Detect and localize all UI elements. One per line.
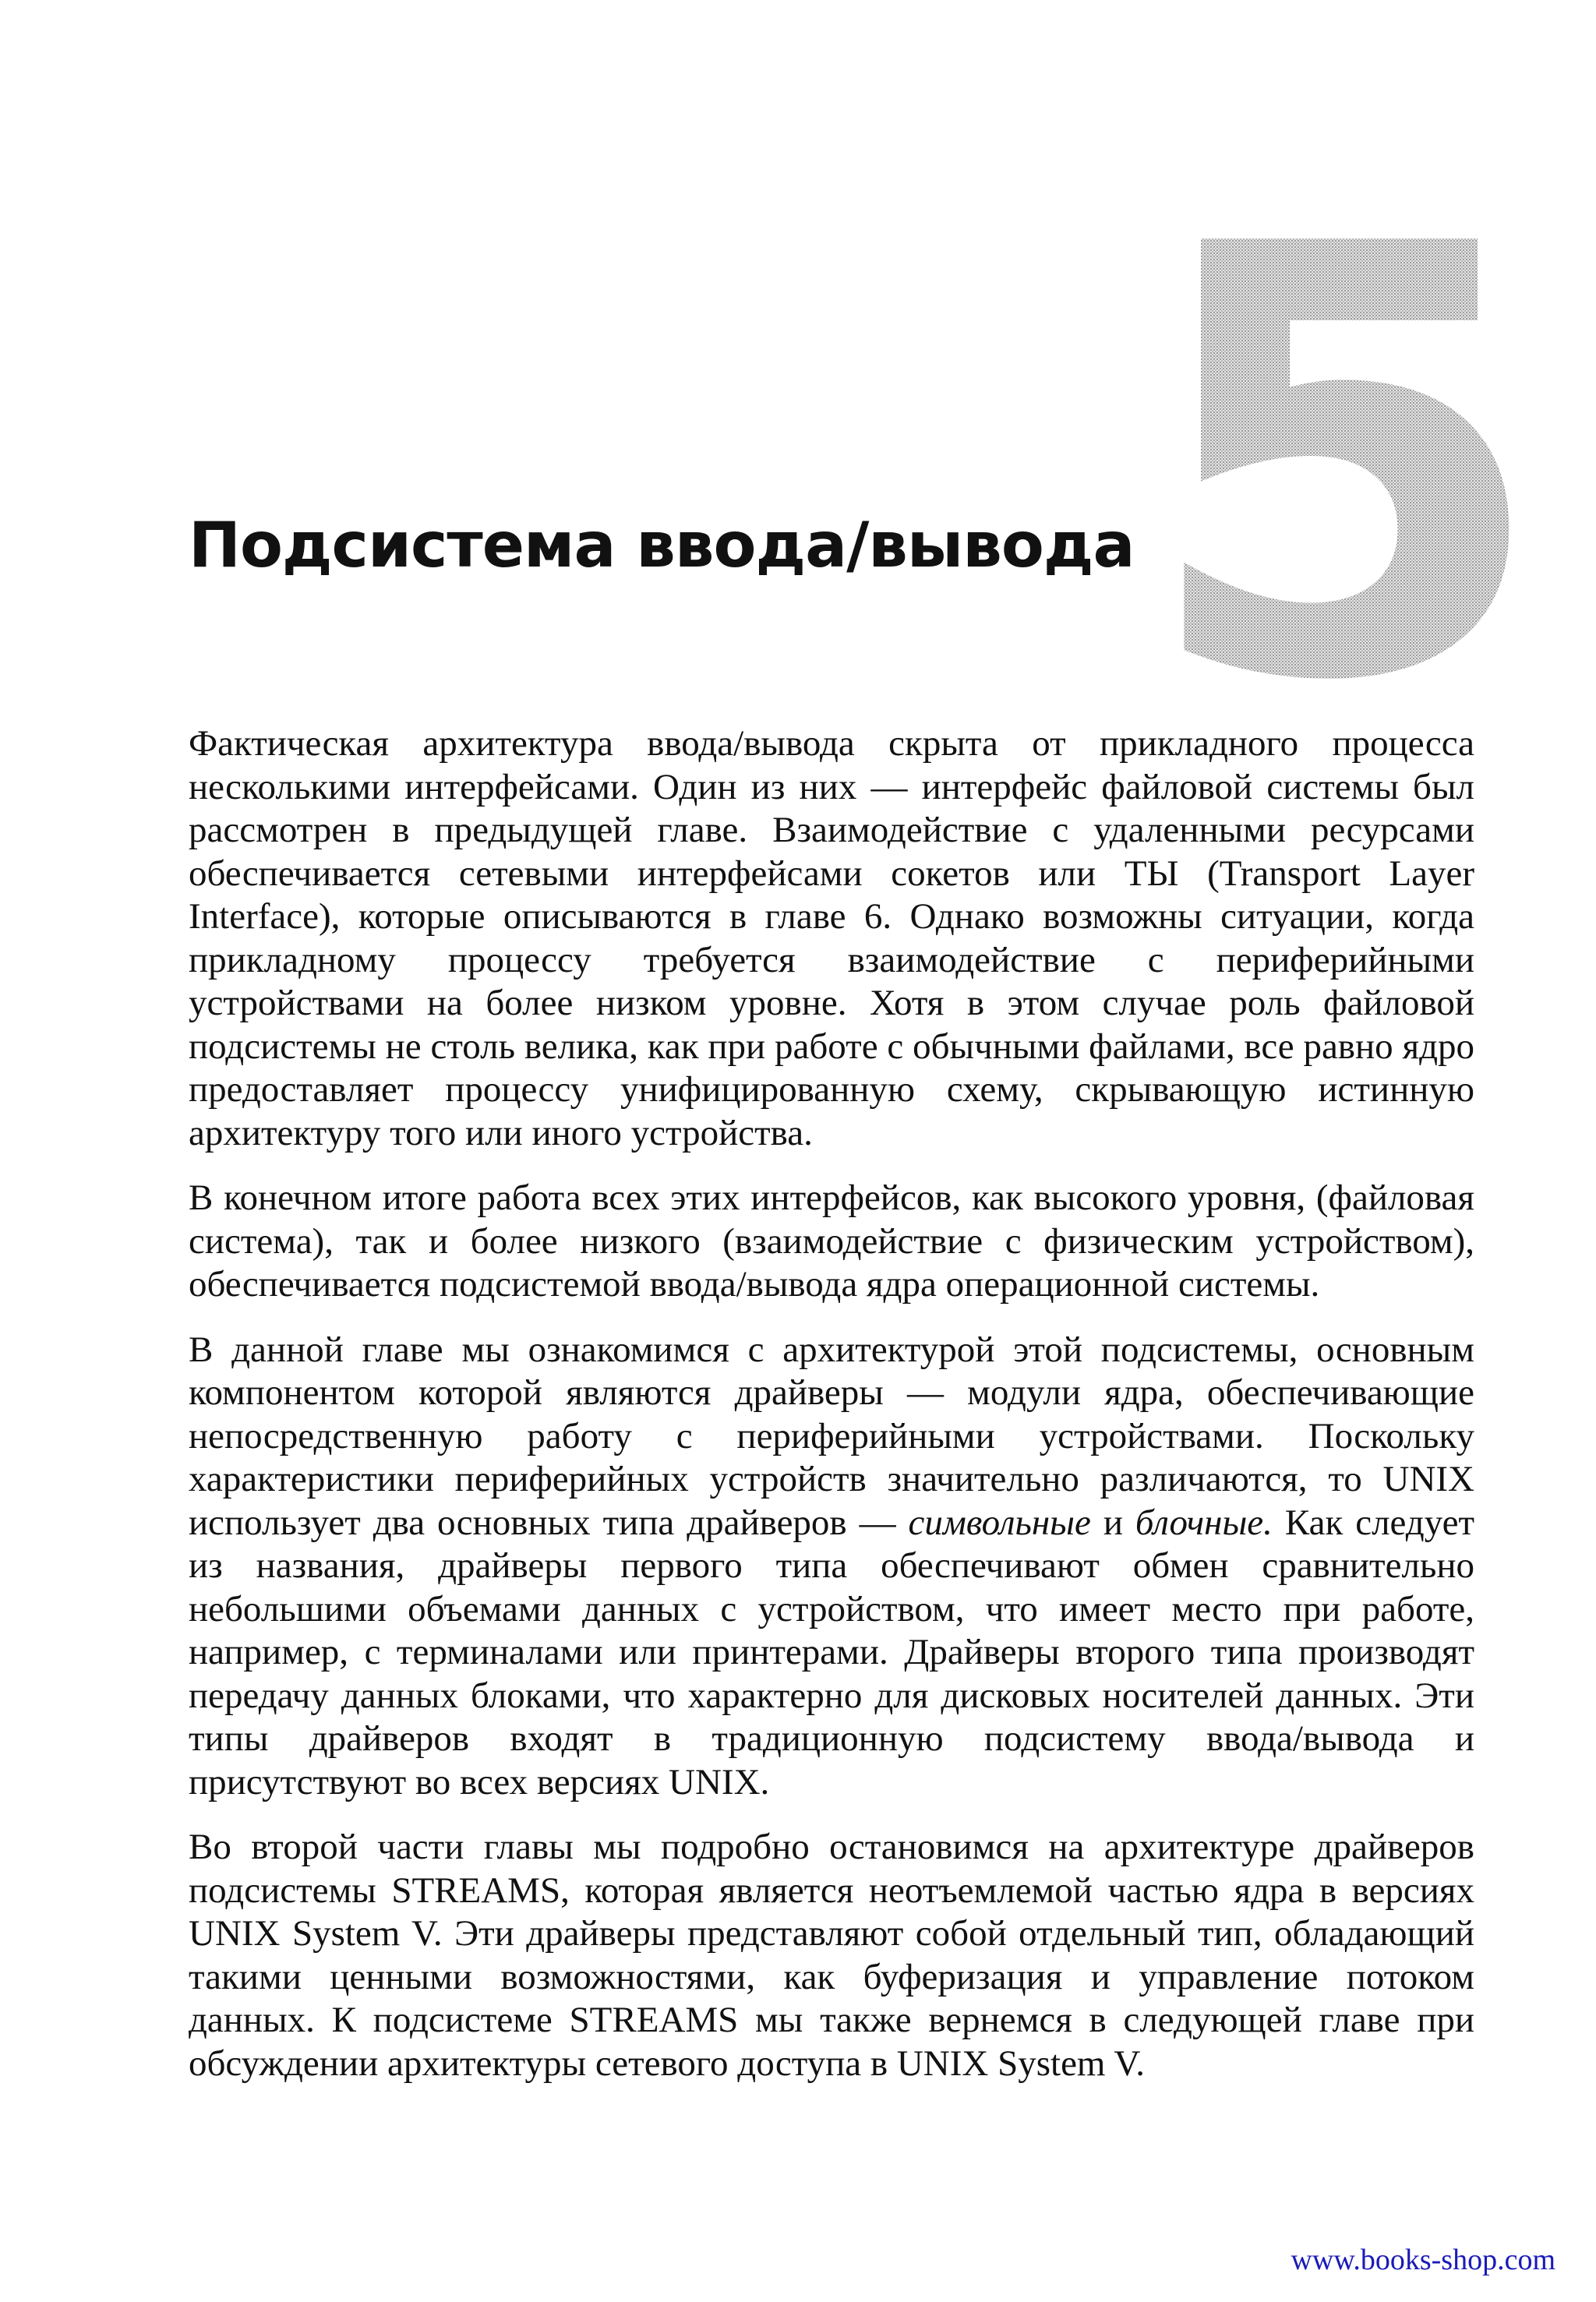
term-block-drivers: блочные.	[1135, 1502, 1273, 1543]
term-character-drivers: символьные	[908, 1502, 1091, 1543]
chapter-number-glyph: 5	[1138, 122, 1551, 810]
chapter-number	[1138, 122, 1551, 810]
paragraph-3-text-a: В данной главе мы ознакомимся с архитектурой этой подсистемы, основным компонентом которой являются драйверы — модули ядра, обеспечивающие непосредственную работу с периферийными устройствами. Поскольку характеристики периферийных устройств значительно различаются, то UNIX использует два основных типа драйверов —	[189, 1329, 1474, 1543]
paragraph-3	[189, 1329, 1474, 1805]
paragraph-3-text-c: Как следует из названия, драйверы первого типа обеспечивают обмен сравнительно небольшими объемами данных с устройством, что имеет место при работе, например, с терминалами или принтерами. Драйверы второго типа производят передачу данных блоками, что характерно для дисковых носителей данных. Эти типы драйверов входят в традиционную подсистему ввода/вывода и присутствуют во всех версиях UNIX.	[189, 1502, 1474, 1802]
paragraph-4: Во второй части главы мы подробно остановимся на архитектуре драйверов подсистемы STREAMS, которая является неотъемлемой частью ядра в версиях UNIX System V. Эти драйверы представляют собой отдельный тип, обладающий такими ценными возможностями, как буферизация и управление потоком данных. К подсистеме STREAMS мы также вернемся в следующей главе при обсуждении архитектуры сетевого доступа в UNIX System V.	[189, 1827, 1474, 2084]
paragraph-3-text-b: и	[1090, 1502, 1135, 1543]
chapter-title: Подсистема ввода/вывода	[189, 509, 1135, 581]
paragraph-1: Фактическая архитектура ввода/вывода скрыта от прикладного процесса несколькими интерфейсами. Один из них — интерфейс файловой системы был рассмотрен в предыдущей главе. Взаимодействие с удаленными ресурсами обеспечивается сетевыми интерфейсами сокетов или ТЫ (Transport Layer Interface), которые описываются в главе 6. Однако возможны ситуации, когда прикладному процессу требуется взаимодействие с периферийными устройствами на более низком уровне. Хотя в этом случае роль файловой подсистемы не столь велика, как при работе с обычными файлами, все равно ядро предоставляет процессу унифицированную схему, скрывающую истинную архитектуру того или иного устройства.	[189, 723, 1474, 1153]
paragraph-2: В конечном итоге работа всех этих интерфейсов, как высокого уровня, (файловая система), так и более низкого (взаимодействие с физическим устройством), обеспечивается подсистемой ввода/вывода ядра операционной системы.	[189, 1177, 1474, 1305]
chapter-intro	[189, 722, 1474, 2107]
footer-website-link[interactable]: www.books-shop.com	[1291, 2244, 1555, 2276]
